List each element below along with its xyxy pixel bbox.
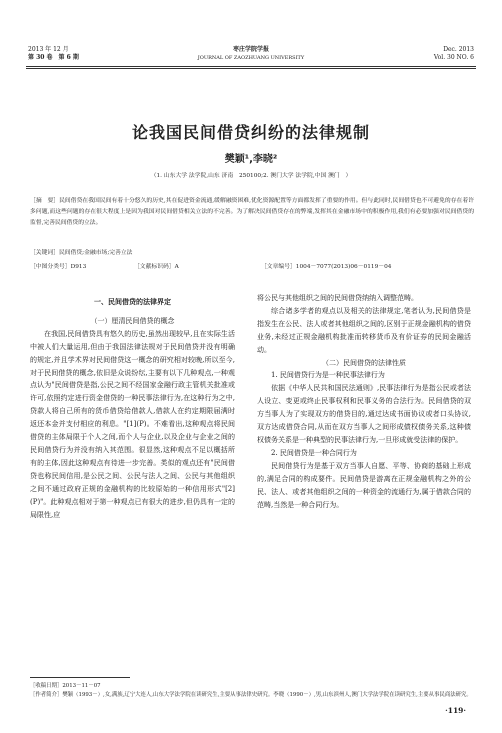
subsection-heading: （二）民间借贷的法律性质	[322, 358, 406, 367]
body-paragraph: 综合诸多学者的观点以及相关的法律规定,笔者认为,民间借贷是指发生在公民、法人或者其他组织之间的,区别于正规金融机构的借贷业务,未经过正规金融机构批准而转移货币及有价证券的民间金融活动。	[257, 306, 471, 354]
left-column	[30, 290, 235, 521]
footnote-rule	[30, 677, 130, 678]
list-item-heading: 1. 民间借贷行为是一种民事法律行为	[271, 371, 385, 380]
header-right	[434, 46, 474, 62]
body-paragraph: 民间借贷行为是基于双方当事人自愿、平等、协商的基础上形成的,满足合同的构成要件。民间借贷是游离在正规金融机构之外的公民、法人、或者其他组织之间的一种资金的流通行为,属于借款合同的范畴,当然是一种合同行为。	[257, 461, 471, 509]
right-column	[257, 292, 471, 511]
body-paragraph: 将公民与其他组织之间的民间借贷纳纳入调整范畴。	[257, 294, 418, 302]
footnote	[30, 682, 474, 700]
author-info: ［作者简介］樊颖（1993－）,女,满族,辽宁大连人,山东大学法学院在读研究生,主要从事法律史研究。李晓（1990－）,男,山东滨州人,澳门大学法学院在读研究生,主要从事民商法研究。	[30, 692, 472, 698]
abstract: ［摘 要］民间借贷在我国民间有着十分悠久的历史,其在促进资金流通,缓解融资困难,优化资源配置等方面都发挥了重要的作用。但与此同时,民间借贷也不可避免的存在着许多问题,而这些问题的存在很大程度上是因为我国对民间借贷相关立法的不完善。为了解决民间借贷存在的弊端,发挥其在金融市场中的积极作用,我们有必要加强对民间借贷的监督,完善民间借贷的立法。	[30, 198, 474, 226]
body-paragraph: 在我国,民间借贷具有悠久的历史,虽然出现较早,且在实际生活中被人们大量运用,但由于我国法律法规对于民间借贷并没有明确的规定,并且学术界对民间借贷这一概念的研究相对较晚,所以至今,对于民间借贷的概念,依旧是众说纷纭,主要有以下几种观点,一种观点认为"民间借贷是指,公民之间不经国家金融行政主管机关批准或许可,依照约定进行资金借贷的一种民事法律行为,在这种行为之中,贷款人将自己所有的货币借贷给借款人,借款人在约定期限届满时返还本金并支付相应的利息。"[1](P)。不难看出,这种观点将民间借贷的主体局限于个人之间,而个人与企业,以及企业与企业之间的民间借贷行为并没有纳入其范围。很显然,这种观点不足以概括所有的主体,因此这种观点有待进一步完善。类似的观点还有"民间借贷也称民间信用,是公民之间、公民与法人之间、公民与其他组织之间不通过政府正规的金融机构的比较原始的一种信用形式"[2](P)"。此种观点相对于第一种观点已有很大的进步,但仍具有一定的局限性,应	[30, 329, 235, 519]
list-item-heading: 2. 民间借贷是一种合同行为	[271, 448, 357, 457]
document-code: ［文献标识码］A	[134, 264, 179, 270]
header-rule	[26, 66, 476, 69]
clc-number: ［中图分类号］D913	[30, 264, 87, 270]
author-affiliation: （1. 山东大学 法学院,山东 济南 250100;2. 澳门大学 法学院,中国 澳门 ）	[150, 173, 352, 179]
received-date: ［收稿日期］2013－11－07	[30, 683, 101, 689]
paper-authors: 樊颖¹,李晓²	[224, 154, 278, 165]
subsection-heading: （一）厘清民间借贷的概念	[90, 316, 175, 325]
header-date: 2013 年 12 月	[28, 46, 69, 53]
header-volume: 第 30 卷 第 6 期	[28, 54, 79, 61]
page-number: ·119·	[445, 706, 466, 715]
article-number: ［文章编号］1004－7077(2013)06－0119－04	[261, 264, 392, 270]
header-journal-en: JOURNAL OF ZAOZHUANG UNIVERSITY	[197, 55, 305, 61]
header-journal-cn: 枣庄学院学报	[232, 46, 269, 53]
header-volume-en: Vol. 30 NO. 6	[433, 54, 474, 61]
body-paragraph: 依据《中华人民共和国民法通则》,民事法律行为是指公民或者法人设立、变更或终止民事权利和民事义务的合法行为。民间借贷的双方当事人为了实现双方的借贷目的,通过达成书面协议或者口头协议,双方达成借贷合同,从而在双方当事人之间形成债权债务关系,这种债权债务关系是一种典型的民事法律行为,一旦形成就受法律的保护。	[257, 384, 471, 444]
paper-title: 论我国民间借贷纠纷的法律规制	[131, 123, 370, 142]
section-heading: 一、民间借贷的法律界定	[94, 298, 171, 306]
header-date-en: Dec. 2013	[443, 46, 474, 53]
header-center	[0, 46, 502, 62]
keywords: ［关键词］民间借贷;金融市场;完善立法	[30, 250, 133, 256]
